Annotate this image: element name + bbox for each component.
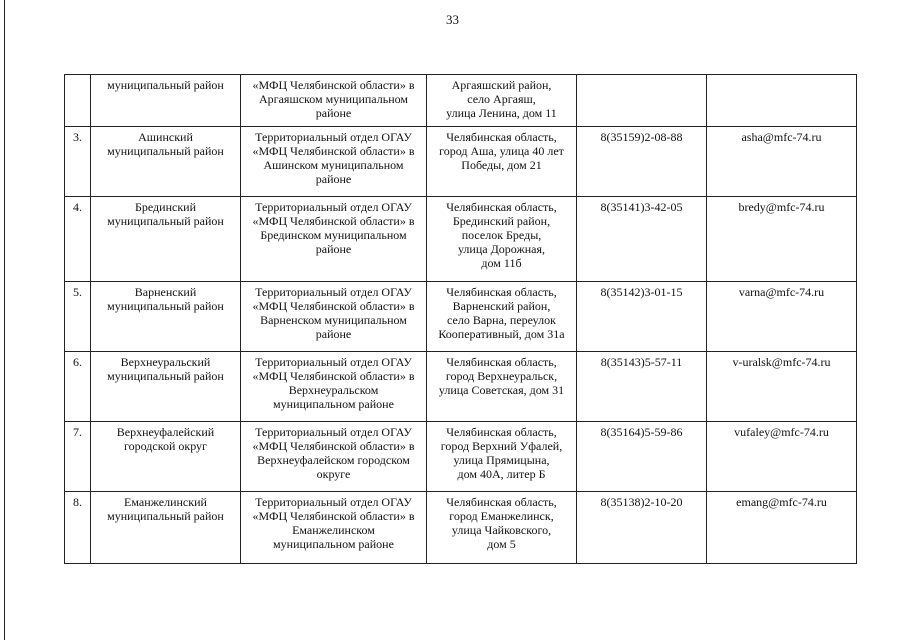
district-cell-line: муниципальный район bbox=[107, 78, 224, 92]
table-row bbox=[65, 127, 857, 197]
district-cell bbox=[91, 352, 241, 422]
phone-cell: 8(35138)2-10-20 bbox=[577, 492, 707, 564]
address-cell-line: Челябинская область, bbox=[446, 425, 557, 439]
address-cell bbox=[427, 127, 577, 197]
email-cell: asha@mfc-74.ru bbox=[707, 127, 857, 197]
row-number-cell: 4. bbox=[65, 197, 91, 282]
district-cell-line: Ашинский bbox=[138, 130, 193, 144]
district-cell-line: муниципальный район bbox=[107, 144, 224, 158]
address-cell-line: город Аша, улица 40 лет bbox=[439, 144, 564, 158]
left-margin-rule bbox=[4, 0, 5, 640]
office-cell-line: Еманжелинском bbox=[292, 523, 375, 537]
table-row bbox=[65, 352, 857, 422]
district-cell bbox=[91, 127, 241, 197]
phone-cell: 8(35143)5-57-11 bbox=[577, 352, 707, 422]
district-cell bbox=[91, 75, 241, 127]
address-cell-line: Победы, дом 21 bbox=[461, 158, 542, 172]
address-cell bbox=[427, 492, 577, 564]
address-cell-line: село Варна, переулок bbox=[447, 313, 556, 327]
email-cell: emang@mfc-74.ru bbox=[707, 492, 857, 564]
office-cell-line: Варненском муниципальном bbox=[260, 313, 407, 327]
office-cell-line: «МФЦ Челябинской области» в bbox=[252, 144, 415, 158]
address-cell bbox=[427, 75, 577, 127]
office-cell-line: «МФЦ Челябинской области» в bbox=[252, 369, 415, 383]
office-cell-line: округе bbox=[316, 467, 351, 481]
district-cell-line: городской округ bbox=[124, 439, 207, 453]
office-cell-line: «МФЦ Челябинской области» в bbox=[252, 299, 415, 313]
office-cell-line: Ашинском муниципальном bbox=[263, 158, 404, 172]
office-cell-line: Брединском муниципальном bbox=[260, 228, 407, 242]
district-cell bbox=[91, 492, 241, 564]
office-cell-line: Территориальный отдел ОГАУ bbox=[255, 425, 412, 439]
table-row bbox=[65, 282, 857, 352]
address-cell bbox=[427, 422, 577, 492]
phone-cell: 8(35141)3-42-05 bbox=[577, 197, 707, 282]
phone-cell: 8(35164)5-59-86 bbox=[577, 422, 707, 492]
email-cell: varna@mfc-74.ru bbox=[707, 282, 857, 352]
address-cell bbox=[427, 352, 577, 422]
office-cell-line: «МФЦ Челябинской области» в bbox=[252, 439, 415, 453]
office-cell-line: районе bbox=[315, 106, 352, 120]
address-cell-line: Кооперативный, дом 31а bbox=[438, 327, 565, 341]
office-cell-line: районе bbox=[315, 172, 352, 186]
district-cell-line: Брединский bbox=[134, 200, 196, 214]
address-cell-line: Челябинская область, bbox=[446, 285, 557, 299]
table-row bbox=[65, 422, 857, 492]
address-cell-line: город Верхнеуральск, bbox=[445, 369, 558, 383]
office-cell-line: муниципальном районе bbox=[273, 397, 394, 411]
office-cell-line: муниципальном районе bbox=[273, 537, 394, 551]
office-cell bbox=[241, 282, 427, 352]
office-cell bbox=[241, 75, 427, 127]
office-cell-line: Территориальный отдел ОГАУ bbox=[255, 200, 412, 214]
district-cell-line: муниципальный район bbox=[107, 214, 224, 228]
office-cell-line: «МФЦ Челябинской области» в bbox=[252, 509, 415, 523]
office-cell-line: Верхнеуральском bbox=[288, 383, 379, 397]
office-cell-line: Территориальный отдел ОГАУ bbox=[255, 355, 412, 369]
phone-cell: 8(35159)2-08-88 bbox=[577, 127, 707, 197]
office-cell bbox=[241, 492, 427, 564]
district-cell-line: Варненский bbox=[134, 285, 197, 299]
phone-cell bbox=[577, 75, 707, 127]
office-cell bbox=[241, 197, 427, 282]
district-cell-line: муниципальный район bbox=[107, 369, 224, 383]
table-row bbox=[65, 197, 857, 282]
table-row bbox=[65, 75, 857, 127]
office-cell-line: Территориальный отдел ОГАУ bbox=[255, 285, 412, 299]
address-cell-line: улица Ленина, дом 11 bbox=[446, 106, 557, 120]
address-cell bbox=[427, 282, 577, 352]
row-number-cell: 6. bbox=[65, 352, 91, 422]
district-cell-line: Верхнеуральский bbox=[120, 355, 211, 369]
phone-cell: 8(35142)3-01-15 bbox=[577, 282, 707, 352]
address-cell-line: город Верхний Уфалей, bbox=[440, 439, 563, 453]
address-cell-line: улица Прямицына, bbox=[453, 453, 550, 467]
row-number-cell: 5. bbox=[65, 282, 91, 352]
district-cell bbox=[91, 282, 241, 352]
office-cell-line: «МФЦ Челябинской области» в bbox=[252, 78, 415, 92]
email-cell: vufaley@mfc-74.ru bbox=[707, 422, 857, 492]
office-cell bbox=[241, 127, 427, 197]
address-cell-line: Челябинская область, bbox=[446, 495, 557, 509]
office-cell-line: районе bbox=[315, 242, 352, 256]
address-cell-line: дом 40А, литер Б bbox=[457, 467, 546, 481]
mfc-offices-table bbox=[64, 74, 857, 564]
office-cell-line: районе bbox=[315, 327, 352, 341]
district-cell-line: муниципальный район bbox=[107, 509, 224, 523]
office-cell bbox=[241, 352, 427, 422]
email-cell: v-uralsk@mfc-74.ru bbox=[707, 352, 857, 422]
address-cell-line: Брединский район, bbox=[452, 214, 551, 228]
office-cell-line: Территориальный отдел ОГАУ bbox=[255, 495, 412, 509]
address-cell-line: улица Советская, дом 31 bbox=[438, 383, 565, 397]
office-cell-line: Территориальный отдел ОГАУ bbox=[255, 130, 412, 144]
office-cell-line: «МФЦ Челябинской области» в bbox=[252, 214, 415, 228]
address-cell-line: Аргаяшский район, bbox=[451, 78, 552, 92]
address-cell-line: улица Дорожная, bbox=[457, 242, 546, 256]
office-cell-line: Аргаяшском муниципальном bbox=[259, 92, 408, 106]
district-cell-line: муниципальный район bbox=[107, 299, 224, 313]
office-cell bbox=[241, 422, 427, 492]
address-cell-line: дом 5 bbox=[487, 537, 516, 551]
district-cell-line: Еманжелинский bbox=[124, 495, 207, 509]
row-number-cell bbox=[65, 75, 91, 127]
address-cell-line: Челябинская область, bbox=[446, 355, 557, 369]
address-cell-line: улица Чайковского, bbox=[451, 523, 552, 537]
address-cell-line: Челябинская область, bbox=[446, 200, 557, 214]
row-number-cell: 3. bbox=[65, 127, 91, 197]
email-cell: bredy@mfc-74.ru bbox=[707, 197, 857, 282]
row-number-cell: 7. bbox=[65, 422, 91, 492]
district-cell bbox=[91, 197, 241, 282]
address-cell-line: село Аргаяш, bbox=[467, 92, 536, 106]
address-cell-line: поселок Бреды, bbox=[461, 228, 542, 242]
address-cell-line: город Еманжелинск, bbox=[449, 509, 554, 523]
office-cell-line: Верхнеуфалейском городском bbox=[257, 453, 410, 467]
district-cell-line: Верхнеуфалейский bbox=[116, 425, 215, 439]
district-cell bbox=[91, 422, 241, 492]
address-cell-line: Челябинская область, bbox=[446, 130, 557, 144]
address-cell-line: Варненский район, bbox=[452, 299, 551, 313]
email-cell bbox=[707, 75, 857, 127]
row-number-cell: 8. bbox=[65, 492, 91, 564]
address-cell bbox=[427, 197, 577, 282]
address-cell-line: дом 11б bbox=[481, 256, 522, 270]
table-row bbox=[65, 492, 857, 564]
page-number: 33 bbox=[446, 12, 459, 27]
